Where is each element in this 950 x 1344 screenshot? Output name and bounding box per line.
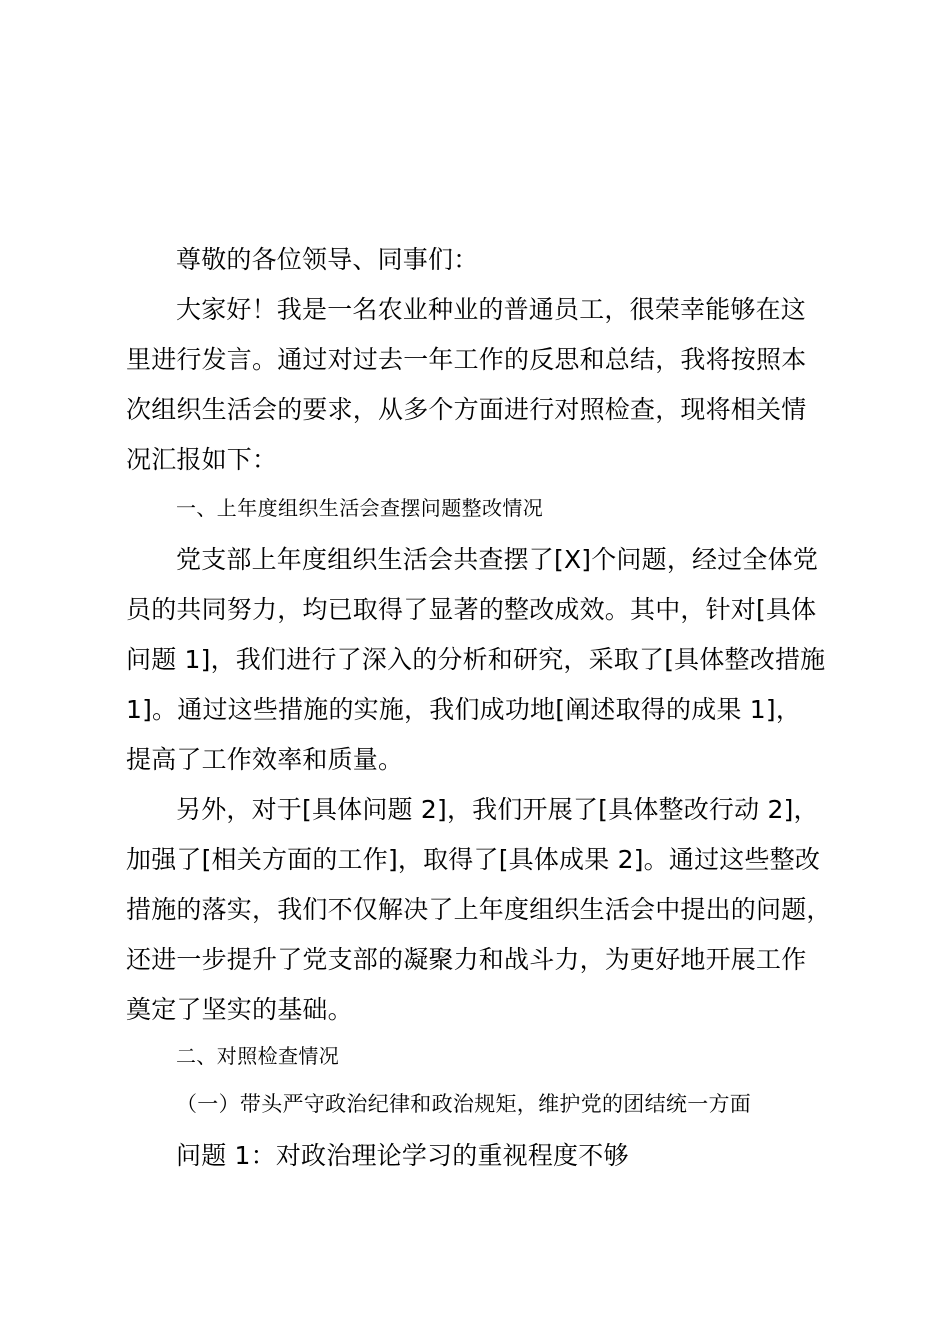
section1-para2-line-1: 另外，对于[具体问题 2]，我们开展了[具体整改行动 2]，	[176, 795, 819, 824]
section2-heading: 二、对照检查情况	[176, 1044, 340, 1068]
section1-para2-line-4: 还进一步提升了党支部的凝聚力和战斗力，为更好地开展工作	[126, 945, 807, 974]
section1-para1-line-2: 员的共同努力，均已取得了显著的整改成效。其中，针对[具体	[126, 595, 817, 624]
greeting: 尊敬的各位领导、同事们：	[176, 245, 479, 274]
intro-line-3: 次组织生活会的要求，从多个方面进行对照检查，现将相关情	[126, 395, 807, 424]
section1-para1-line-5: 提高了工作效率和质量。	[126, 745, 404, 774]
section1-para1-line-1: 党支部上年度组织生活会共查摆了[X]个问题，经过全体党	[176, 545, 819, 574]
section1-para2-line-2: 加强了[相关方面的工作]，取得了[具体成果 2]。通过这些整改	[126, 845, 821, 874]
intro-line-2: 里进行发言。通过对过去一年工作的反思和总结，我将按照本	[126, 345, 807, 374]
section1-para1-line-3: 问题 1]，我们进行了深入的分析和研究，采取了[具体整改措施	[126, 645, 826, 674]
intro-line-1: 大家好！我是一名农业种业的普通员工，很荣幸能够在这	[176, 295, 807, 324]
section1-para1-line-4: 1]。通过这些措施的实施，我们成功地[阐述取得的成果 1]，	[126, 695, 802, 724]
section1-para2-line-3: 措施的落实，我们不仅解决了上年度组织生活会中提出的问题，	[126, 895, 832, 924]
intro-line-4: 况汇报如下：	[126, 445, 278, 474]
problem-1: 问题 1：对政治理论学习的重视程度不够	[176, 1141, 629, 1170]
section1-para2-line-5: 奠定了坚实的基础。	[126, 995, 353, 1024]
section1-heading: 一、上年度组织生活会查摆问题整改情况	[176, 496, 544, 520]
section2-subheading: （一）带头严守政治纪律和政治规矩，维护党的团结统一方面	[176, 1092, 752, 1116]
